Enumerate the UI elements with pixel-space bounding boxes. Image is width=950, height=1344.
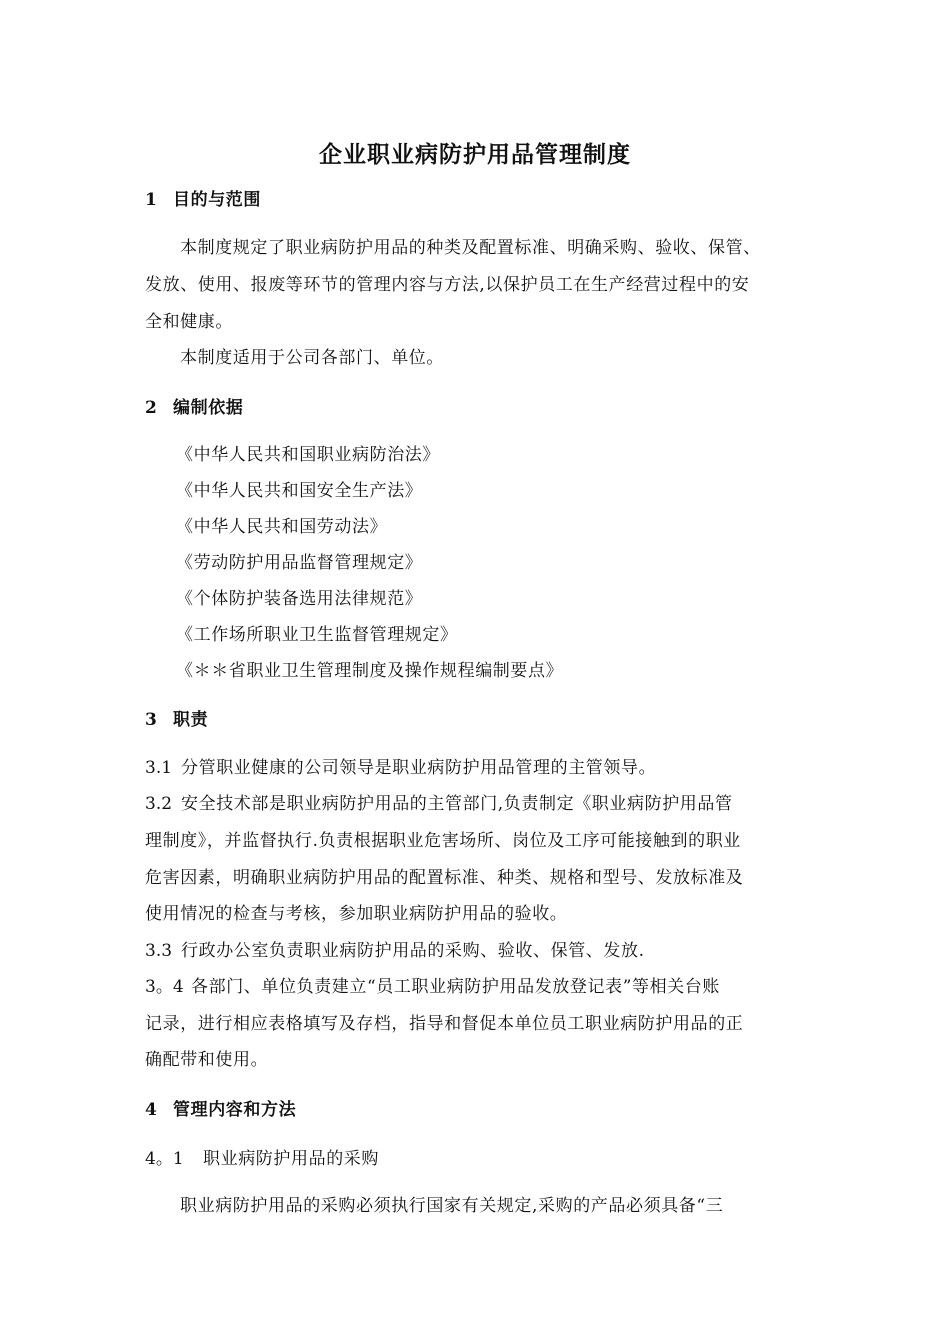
section-number: 2 xyxy=(145,398,158,418)
document-title: 企业职业病防护用品管理制度 xyxy=(319,141,631,168)
paragraph-line: 本制度规定了职业病防护用品的种类及配置标准、明确采购、验收、保管、 xyxy=(180,238,761,258)
paragraph-line: 确配带和使用。 xyxy=(145,1050,269,1070)
section-3-heading xyxy=(145,708,815,732)
item-number: 3。4 xyxy=(145,977,184,997)
subsection-4-1 xyxy=(145,1147,815,1171)
reference-item: 《工作场所职业卫生监督管理规定》 xyxy=(176,625,458,645)
item-text: 各部门、单位负责建立“员工职业病防护用品发放登记表”等相关台账 xyxy=(191,977,720,997)
paragraph-line: 发放、使用、报废等环节的管理内容与方法,以保护员工在生产经营过程中的安 xyxy=(145,275,750,295)
section-number: 3 xyxy=(145,710,158,730)
item-text: 安全技术部是职业病防护用品的主管部门,负责制定《职业病防护用品管 xyxy=(181,794,733,814)
duty-item-3-2 xyxy=(145,792,815,816)
item-number: 3.1 xyxy=(145,758,173,778)
section-title: 职责 xyxy=(173,710,209,730)
duty-item-3-4 xyxy=(145,975,815,999)
section-title: 管理内容和方法 xyxy=(173,1100,297,1120)
paragraph-line: 职业病防护用品的采购必须执行国家有关规定,采购的产品必须具备“三 xyxy=(180,1196,724,1216)
duty-item-3-3 xyxy=(145,939,815,963)
item-number: 3.3 xyxy=(145,941,173,961)
reference-item: 《＊＊省职业卫生管理制度及操作规程编制要点》 xyxy=(176,661,564,681)
item-text: 分管职业健康的公司领导是职业病防护用品管理的主管领导。 xyxy=(181,758,657,778)
section-2-heading xyxy=(145,396,815,420)
paragraph-line: 本制度适用于公司各部门、单位。 xyxy=(180,348,444,368)
section-4-heading xyxy=(145,1098,815,1122)
duty-item-3-1 xyxy=(145,756,815,780)
reference-item: 《劳动防护用品监督管理规定》 xyxy=(176,553,423,573)
section-title: 编制依据 xyxy=(173,398,244,418)
item-text: 行政办公室负责职业病防护用品的采购、验收、保管、发放. xyxy=(181,941,645,961)
reference-item: 《中华人民共和国职业病防治法》 xyxy=(176,445,440,465)
section-number: 4 xyxy=(145,1100,158,1120)
paragraph-line: 全和健康。 xyxy=(145,312,233,332)
section-1-heading xyxy=(145,188,815,212)
item-text: 职业病防护用品的采购 xyxy=(203,1149,379,1169)
reference-item: 《中华人民共和国安全生产法》 xyxy=(176,481,423,501)
paragraph-line: 使用情况的检查与考核，参加职业病防护用品的验收。 xyxy=(145,904,568,924)
reference-item: 《中华人民共和国劳动法》 xyxy=(176,517,388,537)
section-number: 1 xyxy=(145,190,158,210)
paragraph-line: 危害因素，明确职业病防护用品的配置标准、种类、规格和型号、发放标准及 xyxy=(145,868,744,888)
item-number: 4。1 xyxy=(145,1149,184,1169)
reference-item: 《个体防护装备选用法律规范》 xyxy=(176,589,423,609)
section-title: 目的与范围 xyxy=(173,190,261,210)
item-number: 3.2 xyxy=(145,794,173,814)
paragraph-line: 记录，进行相应表格填写及存档，指导和督促本单位员工职业病防护用品的正 xyxy=(145,1014,744,1034)
paragraph-line: 理制度》，并监督执行.负责根据职业危害场所、岗位及工序可能接触到的职业 xyxy=(145,831,741,851)
